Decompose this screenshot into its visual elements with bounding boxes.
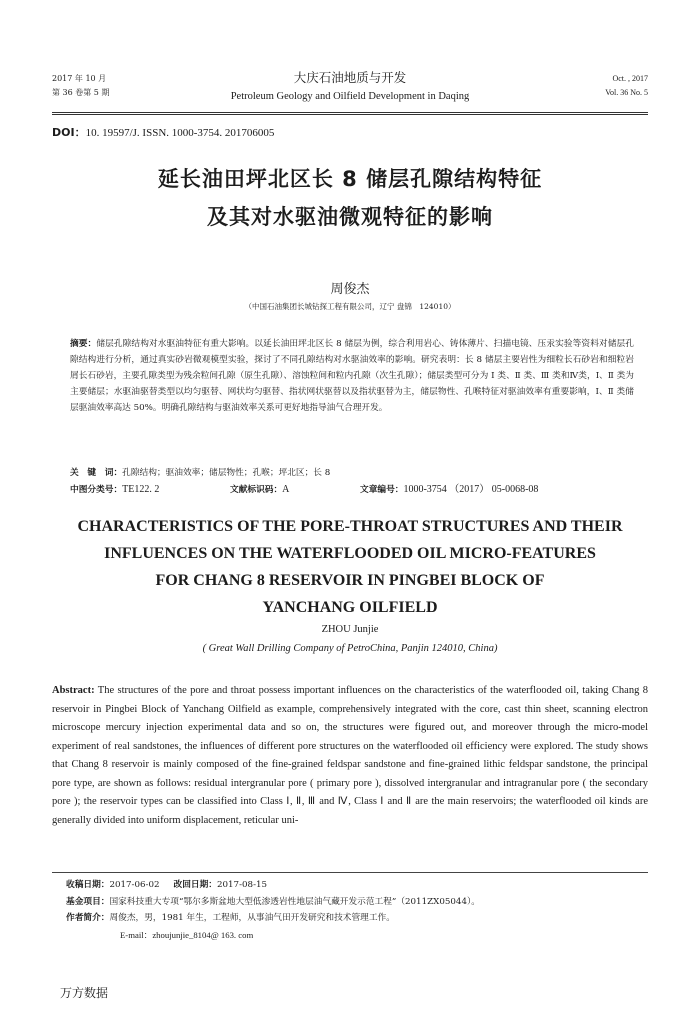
affiliation-cn: （中国石油集团长城钻探工程有限公司，辽宁 盘锦 124010） bbox=[244, 302, 456, 311]
footnote-dates bbox=[66, 877, 648, 894]
abstract-cn-text: 储层孔隙结构对水驱油特征有重大影响。以延长油田坪北区长 8 储层为例，综合利用岩心、铸体薄片、扫描电镜、压汞实验等资料对储层孔隙结构进行分析，通过真实砂岩微观模型实验，探讨了不同孔隙结构对水驱油效率的影响。研究表明：长 8 储层主要岩性为细粒长石砂岩和细粒岩屑长石砂岩，主要孔隙类型为残余粒间孔隙（原生孔隙）、溶蚀粒间和粒内孔隙（次生孔隙）；储层类型可分为 Ⅰ 类、Ⅱ 类、Ⅲ 类和Ⅳ类，Ⅰ、Ⅱ 类为主要储层；水驱油驱替类型以均匀驱替、网状均匀驱替、指状网状驱替以及指状驱替为主，储层物性、孔喉特征对驱油效率有重要影响，Ⅰ、Ⅱ 类储层驱油效率高达 50%。明确孔隙结构与驱油效率关系可更好地指导油气合理开发。 bbox=[70, 339, 634, 414]
keywords-label: 关 键 词： bbox=[70, 468, 123, 478]
doi-line bbox=[52, 124, 274, 140]
header-rule-bottom bbox=[52, 114, 648, 115]
doc-code-label: 文献标识码： bbox=[230, 485, 283, 495]
doc-code-block bbox=[230, 482, 289, 498]
received-label: 收稿日期： bbox=[66, 880, 110, 890]
clc-value: TE122. 2 bbox=[122, 484, 160, 495]
title-en-line1: CHARACTERISTICS OF THE PORE-THROAT STRUCTURES AND THEIR bbox=[77, 518, 623, 535]
header-issue-cn: 第 36 卷第 5 期 bbox=[52, 88, 110, 97]
abstract-cn-label: 摘要： bbox=[70, 339, 97, 349]
bio-label: 作者简介： bbox=[66, 913, 110, 923]
author-email: E-mail：zhoujunjie_8104@ 163. com bbox=[120, 929, 254, 940]
header-date-en: Oct. , 2017 bbox=[612, 74, 648, 83]
author-name-cn: 周俊杰 bbox=[330, 282, 370, 297]
doc-code-value: A bbox=[282, 484, 290, 495]
abstract-cn bbox=[70, 336, 634, 416]
running-header bbox=[52, 70, 648, 110]
keywords-text: 孔隙结构；驱油效率；储层物性；孔喉；坪北区；长 8 bbox=[122, 468, 331, 478]
abstract-en-text: The structures of the pore and throat possess important influences on the characteristics of the waterflooded oil, taking Chang 8 reservoir in Pingbei Block of Yanchang Oilfield as example, comprehensively integrated with the core, cast thin sheet, scanning electron microscope mercury injection experimental data and so on, the structures were figured out, and moreover through the micro-model experiment of real sandstones, the influences of different pore structures on the waterflooded oil efficiency were explored. The study shows that Chang 8 reservoir is mainly composed of the fine-grained feldspar sandstone and fine-grained lithic feldspar sandstone, the principal pore type, are shown as follows: residual intergranular pore ( primary pore ), dissolved intergranular and intragranular pore ( the secondary pore ); the reservoir types can be classified into Class Ⅰ, Ⅱ, Ⅲ and Ⅳ, Class Ⅰ and Ⅱ are the main reservoirs; the waterflooded oil kinds are generally divided into uniform displacement, reticular uni- bbox=[52, 685, 648, 826]
footnote-block bbox=[66, 877, 648, 943]
footnote-fund bbox=[66, 894, 648, 911]
title-en-line3: FOR CHANG 8 RESERVOIR IN PINGBEI BLOCK OF bbox=[155, 572, 545, 589]
journal-name-cn: 大庆石油地质与开发 bbox=[293, 70, 407, 85]
header-center bbox=[52, 70, 648, 105]
journal-name-en: Petroleum Geology and Oilfield Development in Daqing bbox=[230, 91, 470, 102]
bio-value: 周俊杰，男，1981 年生，工程师，从事油气田开发研究和技术管理工作。 bbox=[109, 913, 395, 923]
header-issue-en: Vol. 36 No. 5 bbox=[605, 88, 648, 97]
title-cn-line2: 及其对水驱油微观特征的影响 bbox=[207, 205, 493, 229]
abstract-en bbox=[52, 682, 648, 830]
title-cn-line1: 延长油田坪北区长 8 储层孔隙结构特征 bbox=[157, 167, 543, 191]
title-en-line2: INFLUENCES ON THE WATERFLOODED OIL MICRO-FEATURES bbox=[104, 545, 596, 562]
article-number-value: 1000-3754 （2017） 05-0068-08 bbox=[403, 484, 539, 495]
article-title-cn bbox=[0, 160, 700, 236]
received-value: 2017-06-02 bbox=[109, 880, 160, 890]
keywords-cn bbox=[70, 465, 634, 481]
clc-label: 中图分类号： bbox=[70, 485, 123, 495]
wanfang-watermark: 万方数据 bbox=[60, 986, 109, 1000]
article-number-label: 文章编号： bbox=[360, 485, 404, 495]
author-name-en: ZHOU Junjie bbox=[321, 624, 379, 635]
clc-block bbox=[70, 482, 159, 498]
header-rule-top bbox=[52, 112, 648, 113]
article-title-en bbox=[40, 513, 660, 621]
doi-value: 10. 19597/J. ISSN. 1000-3754. 201706005 bbox=[85, 127, 275, 139]
revised-label: 改回日期： bbox=[173, 880, 217, 890]
title-en-line4: YANCHANG OILFIELD bbox=[262, 599, 438, 616]
fund-value: 国家科技重大专项“鄂尔多斯盆地大型低渗透岩性地层油气藏开发示范工程”（2011ZX05044）。 bbox=[109, 896, 480, 907]
abstract-en-label: Abstract: bbox=[52, 685, 95, 696]
affiliation-en: ( Great Wall Drilling Company of PetroChina, Panjin 124010, China) bbox=[202, 643, 498, 654]
footnote-bio bbox=[66, 910, 648, 927]
doi-label: DOI： bbox=[52, 126, 86, 139]
revised-value: 2017-08-15 bbox=[216, 880, 268, 890]
header-right bbox=[605, 72, 648, 100]
fund-label: 基金项目： bbox=[66, 896, 110, 907]
header-date-cn: 2017 年 10 月 bbox=[52, 74, 107, 83]
footnote-rule bbox=[52, 872, 648, 873]
article-number-block bbox=[360, 482, 538, 498]
